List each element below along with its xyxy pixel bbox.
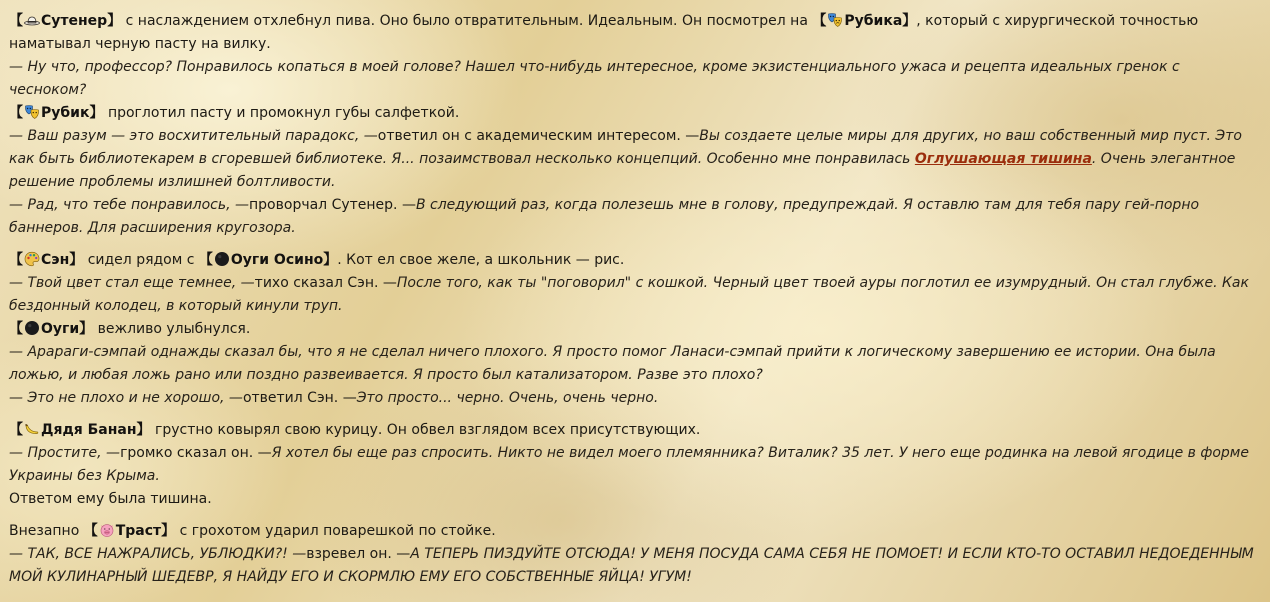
character-name: Дядя Банан: [41, 422, 137, 438]
speech-tag: взревел он. —: [306, 546, 411, 562]
black-circle-icon: [24, 320, 40, 336]
narration-text: Внезапно: [9, 523, 80, 539]
speech-tag: ответил он с академическим интересом. —: [377, 128, 700, 144]
bracket: 】: [79, 321, 94, 337]
speech-tag: тихо сказал Сэн. —: [254, 275, 397, 291]
narration-text: , который с хирургической точностью наматывал черную пасту на вилку.: [9, 13, 1199, 52]
character-tag[interactable]: [84, 523, 175, 539]
pig-face-icon: [99, 522, 115, 538]
bracket: 】: [902, 13, 917, 29]
dialogue-line: [9, 125, 1259, 194]
speech-tag: громко сказал он. —: [120, 445, 272, 461]
narration-line: [9, 102, 1259, 125]
bracket: 【: [9, 252, 23, 268]
dialogue-text: В следующий раз, когда полезешь мне в голову, предупреждай. Я оставлю там для тебя пару гей-порно баннеров. Для расширения кругозора.: [9, 197, 1200, 236]
banana-icon: [24, 421, 40, 437]
dialogue-text: — Это не плохо и не хорошо, —: [9, 390, 243, 406]
theater-masks-icon: [24, 104, 40, 120]
speech-tag: проворчал Сутенер. —: [249, 197, 416, 213]
narration-line: [9, 520, 1259, 543]
dialogue-text: — Простите, —: [9, 445, 121, 461]
narration-text: вежливо улыбнулся.: [97, 321, 251, 337]
character-tag[interactable]: [199, 252, 337, 268]
character-name: Оуги: [41, 321, 80, 337]
bracket: 【: [9, 321, 23, 337]
speech-tag: ответил Сэн. —: [242, 390, 357, 406]
bracket: 【: [9, 422, 23, 438]
narration-line: [9, 419, 1259, 442]
dialogue-text: — Твой цвет стал еще темнее, —: [9, 275, 255, 291]
dialogue-text: После того, как ты "поговорил" с кошкой. Черный цвет твоей ауры поглотил ее изумрудный. Он стал глубже. Как бездонный колодец, в который кинули труп.: [9, 275, 1249, 314]
narration-text: с грохотом ударил поварешкой по стойке.: [179, 523, 496, 539]
character-tag[interactable]: [812, 13, 916, 29]
narration-text: проглотил пасту и промокнул губы салфеткой.: [107, 105, 460, 121]
dialogue-text: Это просто... черно. Очень, очень черно.: [356, 390, 659, 406]
dialogue-text: Я хотел бы еще раз спросить. Никто не видел моего племянника? Виталик? 35 лет. У него еще родинка на левой ягодице в форме Украины без Крыма.: [9, 445, 1249, 484]
narration-text: сидел рядом с: [87, 252, 195, 268]
bracket: 】: [89, 105, 104, 121]
character-name: Рубик: [41, 105, 90, 121]
character-tag[interactable]: [9, 105, 103, 121]
dialogue-text: Вы создаете целые миры для других, но ваш собственный мир пуст. Это как быть библиотекарем в сгоревшей библиотеке. Я... позаимствовал несколько концепций. Особенно мне понравилась: [9, 128, 1242, 167]
narration-text: . Кот ел свое желе, а школьник — рис.: [337, 252, 625, 268]
narration-line: [9, 10, 1259, 56]
dialogue-text: — ТАК, ВСЕ НАЖРАЛИСЬ, УБЛЮДКИ?! —: [9, 546, 307, 562]
bracket: 【: [198, 252, 213, 268]
bracket: 【: [83, 523, 98, 539]
spell-link[interactable]: Оглушающая тишина: [914, 151, 1092, 167]
dialogue-text: . Очень элегантное решение проблемы излишней болтливости.: [9, 151, 1236, 190]
bracket: 】: [323, 252, 338, 268]
dialogue-line: [9, 272, 1259, 318]
palette-icon: [24, 251, 40, 267]
dialogue-line: [9, 387, 1259, 410]
character-tag[interactable]: [9, 321, 93, 337]
narration-line: Ответом ему была тишина.: [9, 491, 212, 507]
bracket: 【: [812, 13, 827, 29]
narration-line: [9, 249, 1259, 272]
theater-masks-icon: [827, 12, 843, 28]
bracket: 】: [161, 523, 176, 539]
character-name: Сутенер: [41, 13, 108, 29]
hat-icon: [24, 12, 40, 28]
dialogue-line: [9, 543, 1259, 589]
character-name: Сэн: [41, 252, 70, 268]
bracket: 】: [136, 422, 151, 438]
character-tag[interactable]: [9, 252, 83, 268]
narration-line: [9, 318, 1259, 341]
black-circle-icon: [214, 251, 230, 267]
dialogue-text: А ТЕПЕРЬ ПИЗДУЙТЕ ОТСЮДА! У МЕНЯ ПОСУДА САМА СЕБЯ НЕ ПОМОЕТ! И ЕСЛИ КТО-ТО ОСТАВИЛ НЕДОЕДЕННЫМ МОЙ КУЛИНАРНЫЙ ШЕДЕВР, Я НАЙДУ ЕГО И СКОРМЛЮ ЕМУ ЕГО СОБСТВЕННЫЕ ЯЙЦА! УГУМ!: [9, 546, 1254, 585]
character-tag[interactable]: [9, 13, 121, 29]
bracket: 【: [9, 13, 23, 29]
character-name: Траст: [115, 523, 162, 539]
bracket: 【: [9, 105, 23, 121]
character-name: Рубика: [844, 13, 903, 29]
narration-text: с наслаждением отхлебнул пива. Оно было отвратительным. Идеальным. Он посмотрел на: [125, 13, 808, 29]
dialogue-line: — Ну что, профессор? Понравилось копаться в моей голове? Нашел что-нибудь интересное, кроме экзистенциального ужаса и рецепта идеальных гренок с чесноком?: [9, 59, 1180, 98]
dialogue-line: [9, 194, 1259, 240]
dialogue-text: — Рад, что тебе понравилось, —: [9, 197, 250, 213]
dialogue-line: — Арараги-сэмпай однажды сказал бы, что я не сделал ничего плохого. Я просто помог Ланаси-сэмпай прийти к логическому завершению ее истории. Она была ложью, и любая ложь рано или поздно развеивается. Я просто был катализатором. Разве это плохо?: [9, 344, 1216, 383]
character-tag[interactable]: [9, 422, 151, 438]
dialogue-line: [9, 442, 1259, 488]
dialogue-text: — Ваш разум — это восхитительный парадокс, —: [9, 128, 378, 144]
chat-log: [9, 10, 1259, 589]
character-name: Оуги Осино: [230, 252, 324, 268]
narration-text: грустно ковырял свою курицу. Он обвел взглядом всех присутствующих.: [155, 422, 701, 438]
bracket: 】: [107, 13, 122, 29]
bracket: 】: [69, 252, 84, 268]
